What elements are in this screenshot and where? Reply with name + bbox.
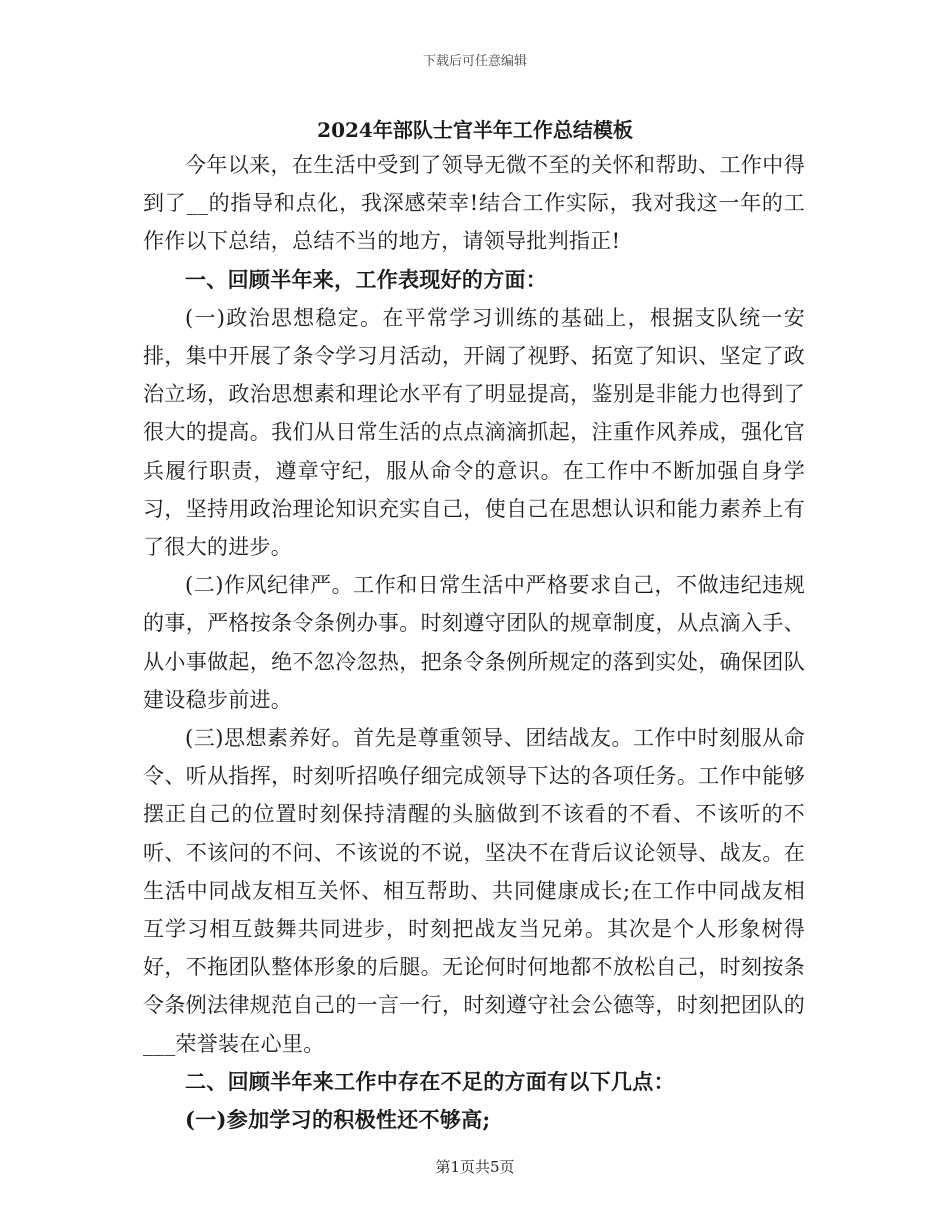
document-body bbox=[143, 146, 805, 1139]
paragraph-political: (一)政治思想稳定。在平常学习训练的基础上，根据支队统一安排，集中开展了条令学习月活动，开阔了视野、拓宽了知识、坚定了政治立场，政治思想素和理论水平有了明显提高，鉴别是非能力也得到了很大的提高。我们从日常生活的点点滴滴抓起，注重作风养成，强化官兵履行职责，遵章守纪，服从命令的意识。在工作中不断加强自身学习，坚持用政治理论知识充实自己，使自己在思想认识和能力素养上有了很大的进步。 bbox=[143, 305, 805, 560]
document-title: 2024年部队士官半年工作总结模板 bbox=[317, 118, 633, 142]
page-header: 下载后可任意编辑 bbox=[422, 54, 527, 69]
section-heading-2: 二、回顾半年来工作中存在不足的方面有以下几点： bbox=[185, 1068, 675, 1094]
page-footer: 第1页共5页 bbox=[435, 1158, 515, 1176]
intro-paragraph: 今年以来，在生活中受到了领导无微不至的关怀和帮助、工作中得到了__的指导和点化，我深感荣幸!结合工作实际，我对我这一年的工作作以下总结，总结不当的地方，请领导批判指正! bbox=[143, 153, 805, 254]
paragraph-quality: (三)思想素养好。首先是尊重领导、团结战友。工作中时刻服从命令、听从指挥，时刻听招唤仔细完成领导下达的各项任务。工作中能够摆正自己的位置时刻保持清醒的头脑做到不该看的不看、不该听的不听、不该问的不问、不该说的不说，坚决不在背后议论领导、战友。在生活中同战友相互关怀、相互帮助、共同健康成长;在工作中同战友相互学习相互鼓舞共同进步，时刻把战友当兄弟。其次是个人形象树得好，不拖团队整体形象的后腿。无论何时何地都不放松自己，时刻按条令条例法律规范自己的一言一行，时刻遵守社会公德等，时刻把团队的___荣誉装在心里。 bbox=[143, 726, 805, 1056]
subheading-study: (一)参加学习的积极性还不够高; bbox=[185, 1107, 491, 1133]
paragraph-discipline: (二)作风纪律严。工作和日常生活中严格要求自己，不做违纪违规的事，严格按条令条例办事。时刻遵守团队的规章制度，从点滴入手、从小事做起，绝不忽冷忽热，把条令条例所规定的落到实处，确保团队建设稳步前进。 bbox=[143, 573, 805, 712]
section-heading-1: 一、回顾半年来，工作表现好的方面： bbox=[185, 266, 548, 292]
